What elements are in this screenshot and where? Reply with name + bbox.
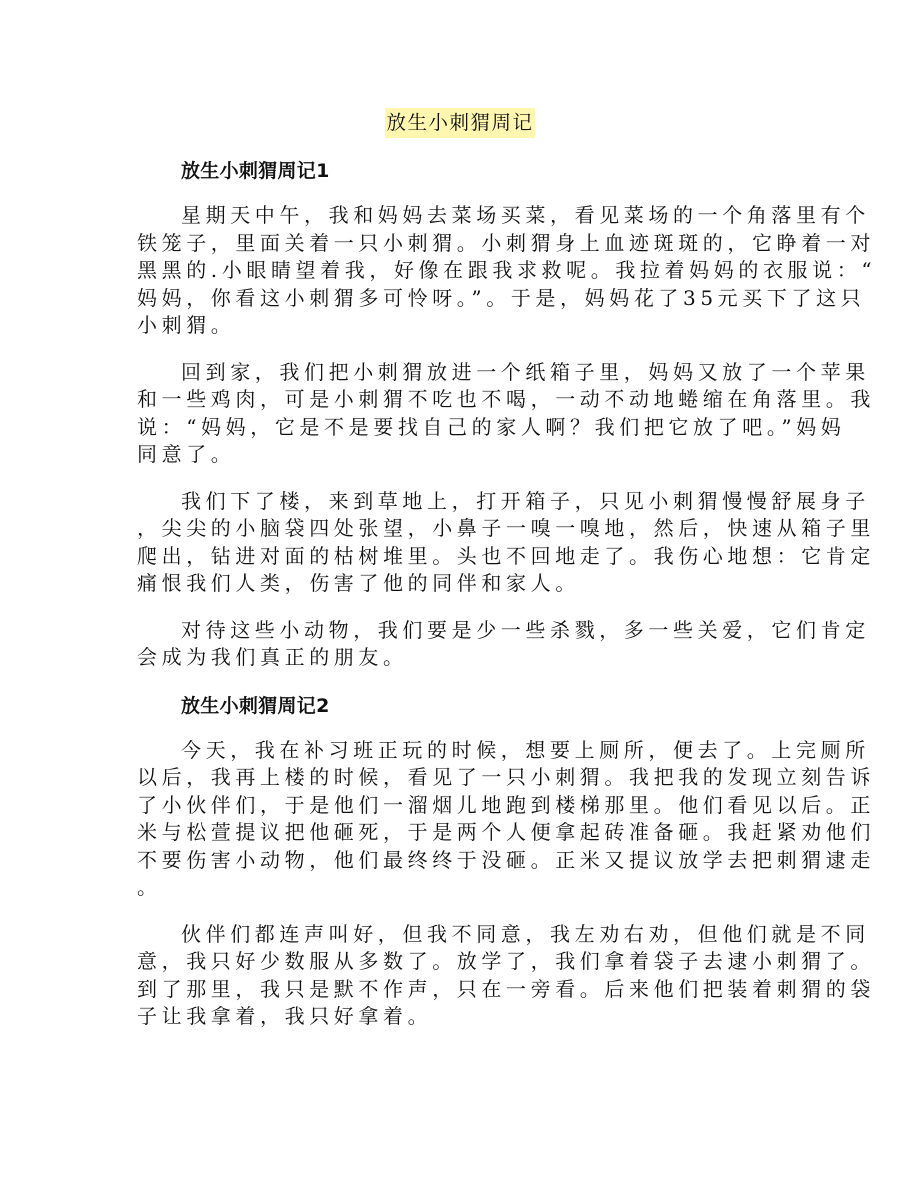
- paragraph-line: 伙伴们都连声叫好，但我不同意，我左劝右劝，但他们就是不同: [181, 921, 870, 946]
- paragraph: [137, 488, 875, 598]
- paragraph-line: ，尖尖的小脑袋四处张望，小鼻子一嗅一嗅地，然后，快速从箱子里: [137, 516, 875, 540]
- paragraph-line: 痛恨我们人类，伤害了他的同伴和家人。: [137, 571, 580, 595]
- section-heading: 放生小刺猬周记1: [181, 160, 330, 182]
- paragraph-line: 小刺猬。: [137, 313, 236, 337]
- paragraph-line: 今天，我在补习班正玩的时候，想要上厕所，便去了。上完厕所: [181, 737, 870, 762]
- paragraph-line: 到了那里，我只是默不作声，只在一旁看。后来他们把装着刺猬的袋: [137, 976, 875, 1001]
- title-container: [0, 108, 920, 138]
- section: [137, 156, 877, 672]
- paragraph-line: 同意了。: [137, 442, 236, 466]
- paragraph-line: 意，我只好少数服从多数了。放学了，我们拿着袋子去逮小刺猬了。: [137, 949, 875, 973]
- paragraph-line: 我们下了楼，来到草地上，打开箱子，只见小刺猬慢慢舒展身子: [181, 488, 870, 513]
- paragraph-line: 以后，我再上楼的时候，看见了一只小刺猬。我把我的发现立刻告诉: [137, 765, 875, 789]
- paragraph-line: 对待这些小动物，我们要是少一些杀戮，多一些关爱，它们肯定: [181, 617, 870, 642]
- paragraph-line: 子让我拿着，我只好拿着。: [137, 1004, 433, 1028]
- paragraph-line: 和一些鸡肉，可是小刺猬不吃也不喝，一动不动地蜷缩在角落里。我: [137, 387, 875, 411]
- paragraph-line: 不要伤害小动物，他们最终终于没砸。正米又提议放学去把刺猬逮走: [137, 847, 875, 872]
- paragraph-line: 说：“妈妈，它是不是要找自己的家人啊？我们把它放了吧。”妈妈: [137, 414, 846, 439]
- paragraph-line: 回到家，我们把小刺猬放进一个纸箱子里，妈妈又放了一个苹果: [181, 359, 870, 384]
- paragraph: [137, 617, 870, 672]
- section: [137, 691, 875, 1031]
- paragraph: [137, 921, 875, 1031]
- paragraph-line: 会成为我们真正的朋友。: [137, 645, 408, 669]
- paragraph-line: 铁笼子，里面关着一只小刺猬。小刺猬身上血迹斑斑的，它睁着一对: [137, 230, 875, 255]
- document-title: 放生小刺猬周记: [385, 108, 534, 138]
- paragraph: [137, 202, 877, 340]
- paragraph-line: 爬出，钻进对面的枯树堆里。头也不回地走了。我伤心地想：它肯定: [137, 543, 875, 568]
- paragraph-line: 黑黑的.小眼睛望着我，好像在跟我求救呢。我拉着妈妈的衣服说：“: [137, 258, 877, 282]
- paragraph-line: 。: [137, 875, 162, 899]
- section-heading: 放生小刺猬周记2: [181, 694, 330, 717]
- paragraph-line: 了小伙伴们，于是他们一溜烟儿地跑到楼梯那里。他们看见以后。正: [137, 792, 875, 817]
- paragraph: [137, 737, 875, 902]
- paragraph-line: 妈妈，你看这小刺猬多可怜呀。”。于是，妈妈花了35元买下了这只: [137, 285, 866, 310]
- paragraph: [137, 359, 875, 469]
- paragraph-line: 米与松萱提议把他砸死，于是两个人便拿起砖准备砸。我赶紧劝他们: [137, 820, 875, 844]
- document-body: [137, 156, 877, 1050]
- paragraph-line: 星期天中午，我和妈妈去菜场买菜，看见菜场的一个角落里有个: [181, 203, 870, 227]
